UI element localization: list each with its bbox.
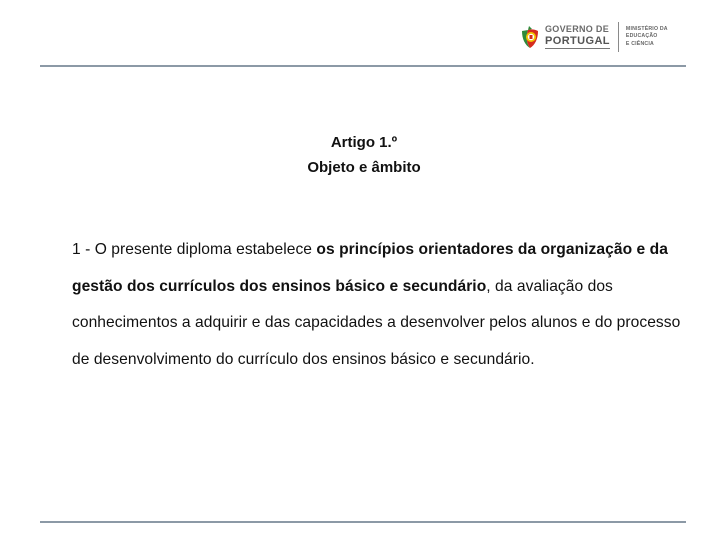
ministry-line-1: MINISTÉRIO DA EDUCAÇÃO [625, 26, 668, 40]
paragraph-rest: , da avaliação dos conhecimentos a adquirir e das capacidades a desenvolver pelos alunos e do processo de desenvolvimento do currículo dos ensinos básico e secundário. [72, 277, 681, 368]
gov-line-2: PORTUGAL [545, 35, 610, 47]
gov-line-1: GOVERNO DE [545, 24, 610, 34]
government-name [545, 25, 610, 49]
paragraph-intro: 1 - O presente diploma estabelece [72, 241, 317, 258]
portugal-emblem-icon [520, 25, 540, 49]
logo-divider [618, 22, 619, 52]
top-rule [40, 65, 686, 67]
article-paragraph [72, 232, 682, 378]
government-logo [520, 22, 696, 52]
bottom-rule [40, 521, 686, 523]
ministry-line-2: E CIÊNCIA [625, 40, 654, 47]
article-title: Objeto e âmbito [307, 159, 421, 176]
article-heading [0, 130, 728, 180]
article-number: Artigo 1.º [330, 134, 398, 151]
ministry-name [626, 26, 696, 47]
paragraph-emphasis: os princípios orientadores da organização e da gestão dos currículos dos ensinos básico e secundário [72, 241, 668, 295]
